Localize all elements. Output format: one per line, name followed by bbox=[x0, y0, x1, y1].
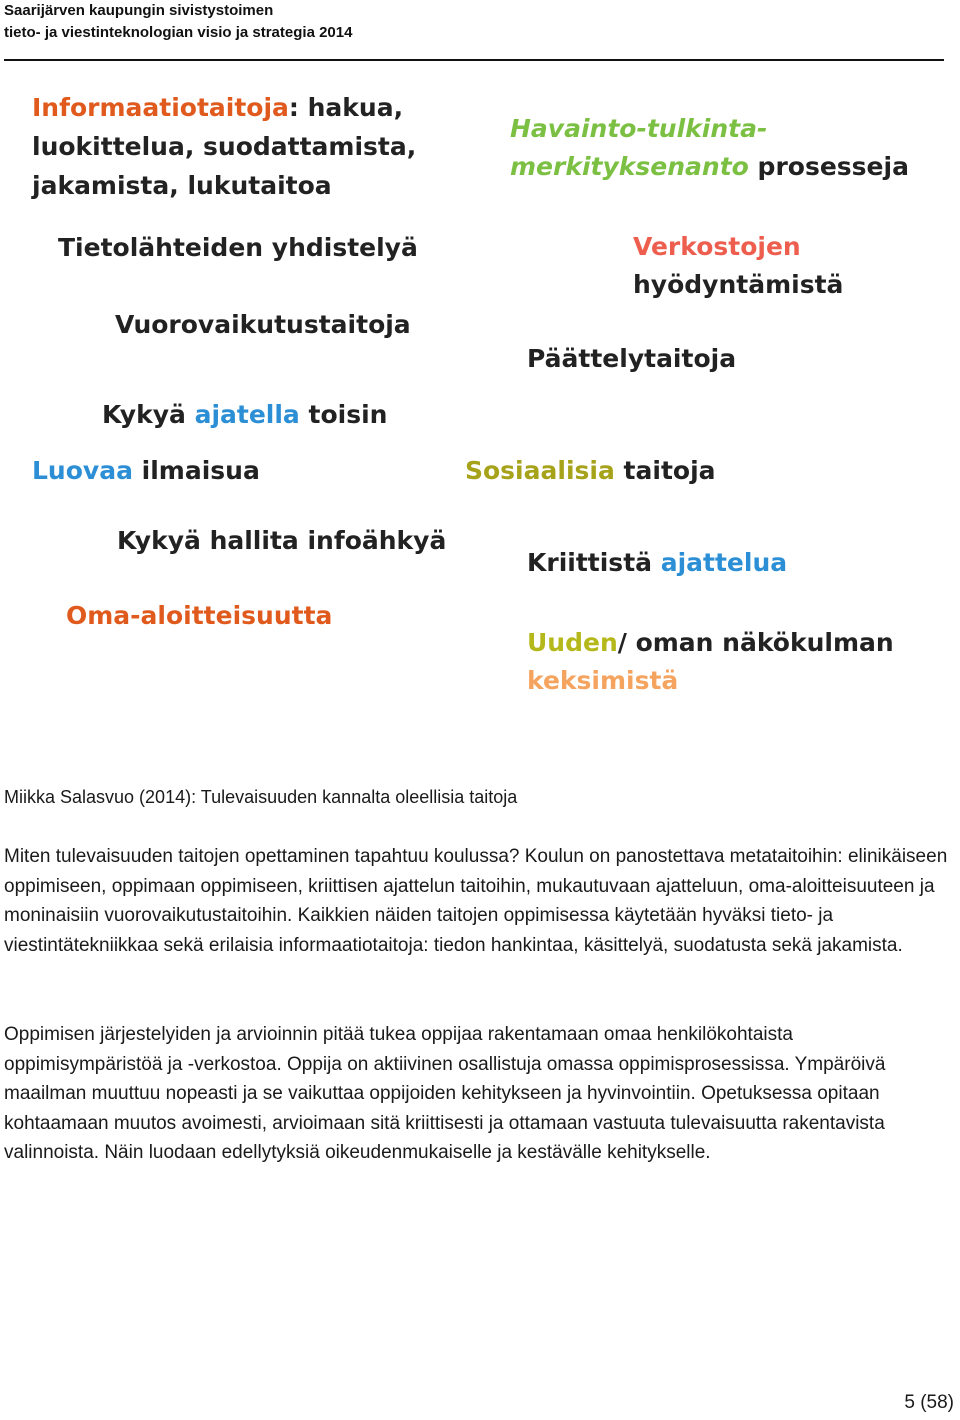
informaatio-rest: : hakua, bbox=[288, 93, 404, 122]
havainto-item bbox=[510, 110, 909, 186]
kriittista-pre: Kriittistä bbox=[527, 548, 661, 577]
kyky-ajatella-item bbox=[102, 400, 387, 429]
informaatio-line3: jakamista, lukutaitoa bbox=[32, 171, 332, 200]
verkostojen-item bbox=[633, 228, 843, 304]
header-document-title: tieto- ja viestinteknologian visio ja strategia 2014 bbox=[4, 24, 353, 41]
informaatio-item bbox=[32, 88, 416, 205]
havainto-line2: merkityksenanto bbox=[510, 152, 749, 181]
sosiaalisia-highlight: Sosiaalisia bbox=[465, 456, 615, 485]
oma-aloitteisuutta-highlight: Oma-aloitteisuutta bbox=[66, 601, 333, 630]
informaatio-highlight: Informaatiotaitoja bbox=[32, 93, 289, 122]
paragraph-1: Miten tulevaisuuden taitojen opettaminen tapahtuu koulussa? Koulun on panostettava metataitoihin: elinikäiseen oppimiseen, oppimaan oppimiseen, kriittisen ajattelun taitoihin, mukautuvaan ajatteluun, oma-aloitteisuuteen ja moninaisiin vuorovaikutustaitoihin. Kaikkien näiden taitojen oppimisessa käytetään hyväksi tieto- ja viestintätekniikkaa sekä erilaisia informaatiotaitoja: tiedon hankintaa, käsittelyä, suodatusta sekä jakamista. bbox=[4, 846, 948, 956]
luovaa-highlight: Luovaa bbox=[32, 456, 133, 485]
header-divider bbox=[4, 59, 944, 61]
luovaa-item bbox=[32, 456, 260, 485]
uuden-highlight: Uuden bbox=[527, 628, 618, 657]
skills-word-cloud bbox=[20, 70, 920, 700]
kyky-ajatella-post: toisin bbox=[299, 400, 388, 429]
luovaa-rest: ilmaisua bbox=[132, 456, 260, 485]
keksimista-highlight: keksimistä bbox=[527, 666, 679, 695]
informaatio-line2: luokittelua, suodattamista, bbox=[32, 132, 417, 161]
verkostojen-rest: hyödyntämistä bbox=[633, 270, 844, 299]
page-number: 5 (58) bbox=[904, 1392, 954, 1413]
sosiaalisia-item bbox=[465, 456, 716, 485]
kyky-ajatella-pre: Kykyä bbox=[102, 400, 195, 429]
figure-caption: Miikka Salasvuo (2014): Tulevaisuuden kannalta oleellisia taitoja bbox=[4, 787, 518, 807]
verkostojen-highlight: Verkostojen bbox=[633, 232, 801, 261]
vuorovaikutus-item: Vuorovaikutustaitoja bbox=[115, 310, 411, 339]
uuden-rest: / oman näkökulman bbox=[617, 628, 894, 657]
document-header bbox=[4, 0, 944, 44]
kyky-ajatella-highlight: ajatella bbox=[194, 400, 300, 429]
uuden-item bbox=[527, 624, 894, 700]
oma-aloitteisuutta-item bbox=[66, 601, 332, 630]
paragraph-2: Oppimisen järjestelyiden ja arvioinnin pitää tukea oppijaa rakentamaan omaa henkilökohtaista oppimisympäristöä ja -verkostoa. Oppija on aktiivinen osallistuja omassa oppimisprosessissa. Ympäröivä maailman muuttuu nopeasti ja se vaikuttaa oppijoiden kehitykseen ja hyvinvointiin. Opetuksessa opitaan kohtaamaan muutos avoimesti, arvioimaan sitä kriittisesti ja ottamaan vastuuta tulevaisuutta rakentavista valinnoista. Näin luodaan edellytyksiä oikeudenmukaiselle ja kestävälle kehitykselle. bbox=[4, 1024, 886, 1163]
kriittista-item bbox=[527, 548, 787, 577]
infoahky-item: Kykyä hallita infoähkyä bbox=[117, 526, 447, 555]
havainto-line1: Havainto-tulkinta- bbox=[510, 114, 768, 143]
tietolahteiden-item: Tietolähteiden yhdistelyä bbox=[58, 233, 418, 262]
havainto-rest: prosesseja bbox=[748, 152, 909, 181]
sosiaalisia-rest: taitoja bbox=[614, 456, 716, 485]
header-organization: Saarijärven kaupungin sivistystoimen bbox=[4, 2, 274, 19]
kriittista-highlight: ajattelua bbox=[660, 548, 788, 577]
paattely-item: Päättelytaitoja bbox=[527, 344, 737, 373]
